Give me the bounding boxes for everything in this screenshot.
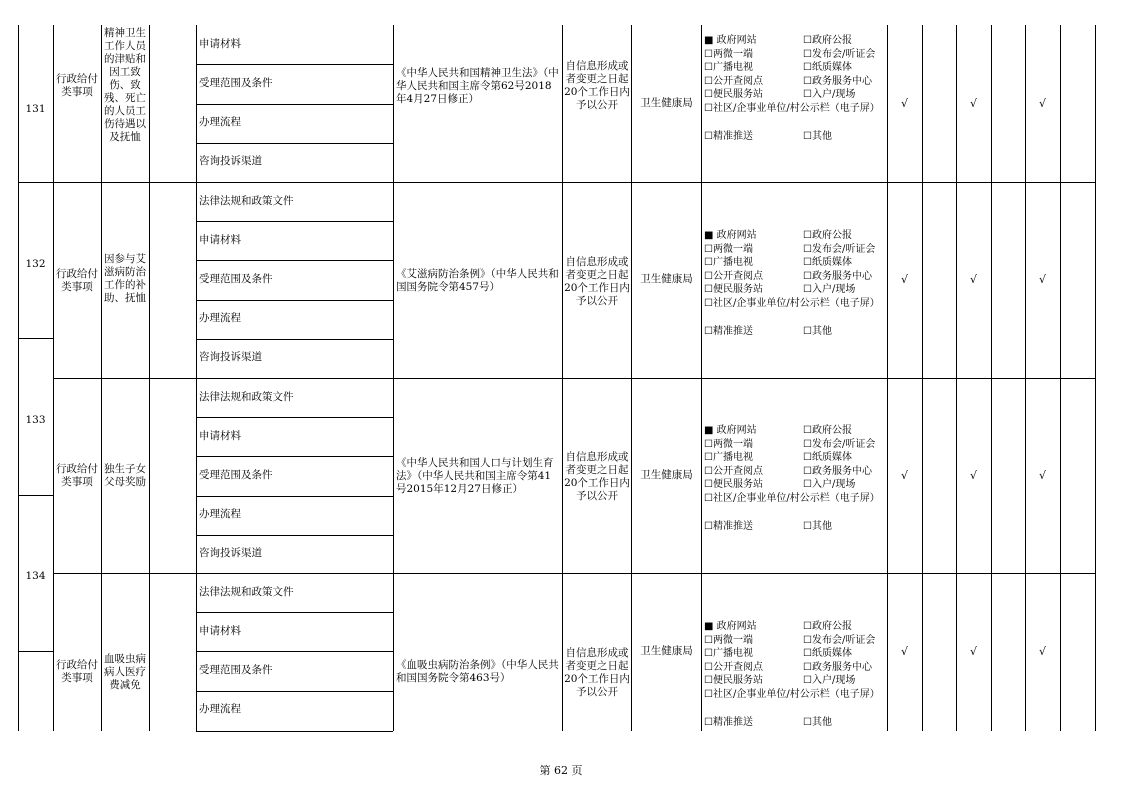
disclosure-content-item: 申请材料 — [199, 429, 241, 442]
disclosure-content-item: 受理范围及条件 — [199, 76, 273, 89]
channel-option: ■ 政府网站 — [704, 230, 757, 241]
check-mark: √ — [1038, 273, 1046, 286]
disclosure-subject-cell: 卫生健康局 — [640, 96, 693, 109]
check-mark: √ — [900, 645, 908, 658]
number-divider — [18, 182, 53, 183]
channel-option: ☐纸质媒体 — [803, 648, 852, 659]
disclosure-content-item: 申请材料 — [199, 233, 241, 246]
check-mark: √ — [900, 468, 908, 482]
category-cell: 行政给付类事项 — [56, 73, 98, 98]
legal-basis-cell: 《血吸虫病防治条例》（中华人民共和国国务院令第463号） — [396, 659, 559, 684]
channel-option: ☐政府公报 — [803, 621, 852, 632]
channel-option: ☐两微一端 — [704, 48, 753, 60]
channel-option: ☐纸质媒体 — [803, 62, 852, 73]
row-divider — [53, 378, 1095, 379]
channel-option: ☐其他 — [803, 716, 832, 728]
category-cell: 行政给付类事项 — [56, 268, 98, 293]
channel-option: ☐纸质媒体 — [803, 257, 852, 268]
channel-option: ☐其他 — [803, 325, 832, 337]
row-number: 133 — [25, 414, 46, 426]
disclosure-content-item: 申请材料 — [199, 624, 241, 637]
category-cell: 行政给付类事项 — [56, 659, 98, 684]
content-divider — [196, 456, 393, 457]
content-divider — [196, 612, 393, 613]
channel-option: ☐其他 — [803, 130, 832, 142]
channel-option: ☐政务服务中心 — [803, 661, 872, 673]
row-divider — [53, 573, 1095, 574]
content-divider — [196, 417, 393, 418]
channel-option: ☐精准推送 — [704, 130, 753, 142]
disclosure-content-item: 办理流程 — [199, 703, 241, 716]
check-mark: √ — [969, 645, 977, 658]
disclosure-content-item: 法律法规和政策文件 — [199, 194, 294, 207]
channel-option: ☐纸质媒体 — [803, 452, 852, 463]
content-divider — [196, 64, 393, 65]
disclosure-content-item: 法律法规和政策文件 — [199, 390, 294, 403]
channel-option: ☐社区/企事业单位/村公示栏（电子屏） — [704, 688, 880, 700]
content-divider — [196, 104, 393, 105]
channel-option: ☐便民服务站 — [704, 89, 763, 100]
legal-basis-cell: 《艾滋病防治条例》（中华人民共和国国务院令第457号） — [396, 268, 559, 293]
disclosure-content-item: 办理流程 — [199, 116, 241, 129]
channel-option: ☐便民服务站 — [704, 675, 763, 686]
check-mark: √ — [1038, 96, 1046, 110]
channel-option: ☐社区/企事业单位/村公示栏（电子屏） — [704, 492, 880, 504]
legal-basis-cell: 《中华人民共和国精神卫生法》（中华人民共和国主席令第62号2018年4月27日修正） — [396, 67, 559, 105]
time-limit-cell: 自信息形成或者变更之日起20个工作日内予以公开 — [564, 256, 630, 307]
channel-option: ☐两微一端 — [704, 438, 753, 450]
content-divider — [196, 339, 393, 340]
channel-option: ☐广播电视 — [704, 257, 753, 268]
item-name-cell: 因参与艾滋病防治工作的补助、抚恤 — [104, 253, 146, 304]
content-divider — [196, 691, 393, 692]
channel-option: ☐社区/企事业单位/村公示栏（电子屏） — [704, 297, 880, 309]
row-divider — [53, 182, 1095, 183]
disclosure-content-item: 受理范围及条件 — [199, 273, 273, 285]
disclosure-content-item: 咨询投诉渠道 — [199, 155, 262, 168]
channel-option: ☐政务服务中心 — [803, 75, 872, 87]
channel-option: ☐入户/现场 — [803, 479, 856, 490]
disclosure-content-item: 申请材料 — [199, 37, 241, 50]
row-number: 132 — [25, 258, 46, 270]
check-mark: √ — [969, 96, 977, 110]
channel-option: ☐两微一端 — [704, 243, 753, 255]
number-divider — [18, 338, 53, 339]
channel-option: ☐政府公报 — [803, 35, 852, 46]
channel-option: ■ 政府网站 — [704, 425, 757, 436]
check-mark: √ — [969, 273, 977, 286]
channel-option: ☐精准推送 — [704, 325, 753, 337]
channel-option: ☐便民服务站 — [704, 479, 763, 490]
content-divider — [196, 535, 393, 536]
channel-option: ☐公开查阅点 — [704, 75, 763, 87]
channel-option: ☐其他 — [803, 520, 832, 532]
channel-option: ☐公开查阅点 — [704, 465, 763, 477]
category-cell: 行政给付类事项 — [56, 463, 98, 488]
time-limit-cell: 自信息形成或者变更之日起20个工作日内予以公开 — [564, 647, 630, 698]
channel-option: ☐发布会/听证会 — [803, 438, 876, 450]
channel-option: ☐入户/现场 — [803, 675, 856, 686]
channel-option: ☐社区/企事业单位/村公示栏（电子屏） — [704, 102, 880, 114]
disclosure-content-item: 咨询投诉渠道 — [199, 351, 262, 364]
disclosure-content-item: 咨询投诉渠道 — [199, 547, 262, 560]
channel-option: ☐精准推送 — [704, 716, 753, 728]
number-divider — [18, 495, 53, 496]
channel-option: ☐政务服务中心 — [803, 270, 872, 282]
channel-option: ■ 政府网站 — [704, 35, 757, 46]
channel-option: ☐入户/现场 — [803, 284, 856, 295]
disclosure-content-item: 受理范围及条件 — [199, 664, 273, 676]
disclosure-content-item: 办理流程 — [199, 312, 241, 325]
page-footer: 第 62 页 — [539, 764, 583, 777]
channel-option: ☐公开查阅点 — [704, 270, 763, 282]
content-divider — [196, 300, 393, 301]
column-divider — [18, 25, 19, 731]
content-divider — [196, 731, 393, 732]
disclosure-content-item: 办理流程 — [199, 508, 241, 521]
row-number: 131 — [25, 103, 46, 115]
check-mark: √ — [969, 468, 977, 482]
channel-option: ☐发布会/听证会 — [803, 634, 876, 646]
check-mark: √ — [1038, 645, 1046, 658]
time-limit-cell: 自信息形成或者变更之日起20个工作日内予以公开 — [564, 451, 630, 502]
legal-basis-cell: 《中华人民共和国人口与计划生育法》（中华人民共和国主席令第41号2015年12月27日修正） — [396, 457, 554, 495]
time-limit-cell: 自信息形成或者变更之日起20个工作日内予以公开 — [564, 60, 630, 111]
channel-option: ☐广播电视 — [704, 62, 753, 73]
check-mark: √ — [1038, 468, 1046, 482]
check-mark: √ — [900, 273, 908, 286]
channel-option: ☐广播电视 — [704, 648, 753, 659]
channel-option: ☐政务服务中心 — [803, 465, 872, 477]
channel-option: ☐政府公报 — [803, 425, 852, 436]
disclosure-subject-cell: 卫生健康局 — [640, 645, 693, 657]
number-divider — [18, 651, 53, 652]
disclosure-subject-cell: 卫生健康局 — [640, 468, 693, 481]
channel-option: ■ 政府网站 — [704, 621, 757, 632]
content-divider — [196, 143, 393, 144]
channel-option: ☐入户/现场 — [803, 89, 856, 100]
disclosure-content-item: 受理范围及条件 — [199, 469, 273, 481]
item-name-cell: 血吸虫病病人医疗费减免 — [104, 653, 146, 691]
channel-option: ☐政府公报 — [803, 230, 852, 241]
channel-option: ☐公开查阅点 — [704, 661, 763, 673]
item-name-cell: 精神卫生工作人员的津贴和因工致伤、致残、死亡的人员工伤待遇以及抚恤 — [104, 27, 146, 143]
disclosure-subject-cell: 卫生健康局 — [640, 273, 693, 285]
channel-option: ☐便民服务站 — [704, 284, 763, 295]
channel-option: ☐发布会/听证会 — [803, 48, 876, 60]
column-divider — [1095, 25, 1096, 731]
content-divider — [196, 221, 393, 222]
channel-option: ☐精准推送 — [704, 520, 753, 532]
content-divider — [196, 651, 393, 652]
content-divider — [196, 496, 393, 497]
channel-option: ☐两微一端 — [704, 634, 753, 646]
disclosure-content-item: 法律法规和政策文件 — [199, 585, 294, 598]
channel-option: ☐发布会/听证会 — [803, 243, 876, 255]
check-mark: √ — [900, 96, 908, 110]
item-name-cell: 独生子女父母奖励 — [104, 463, 146, 488]
channel-option: ☐广播电视 — [704, 452, 753, 463]
row-number: 134 — [25, 570, 46, 582]
content-divider — [196, 260, 393, 261]
